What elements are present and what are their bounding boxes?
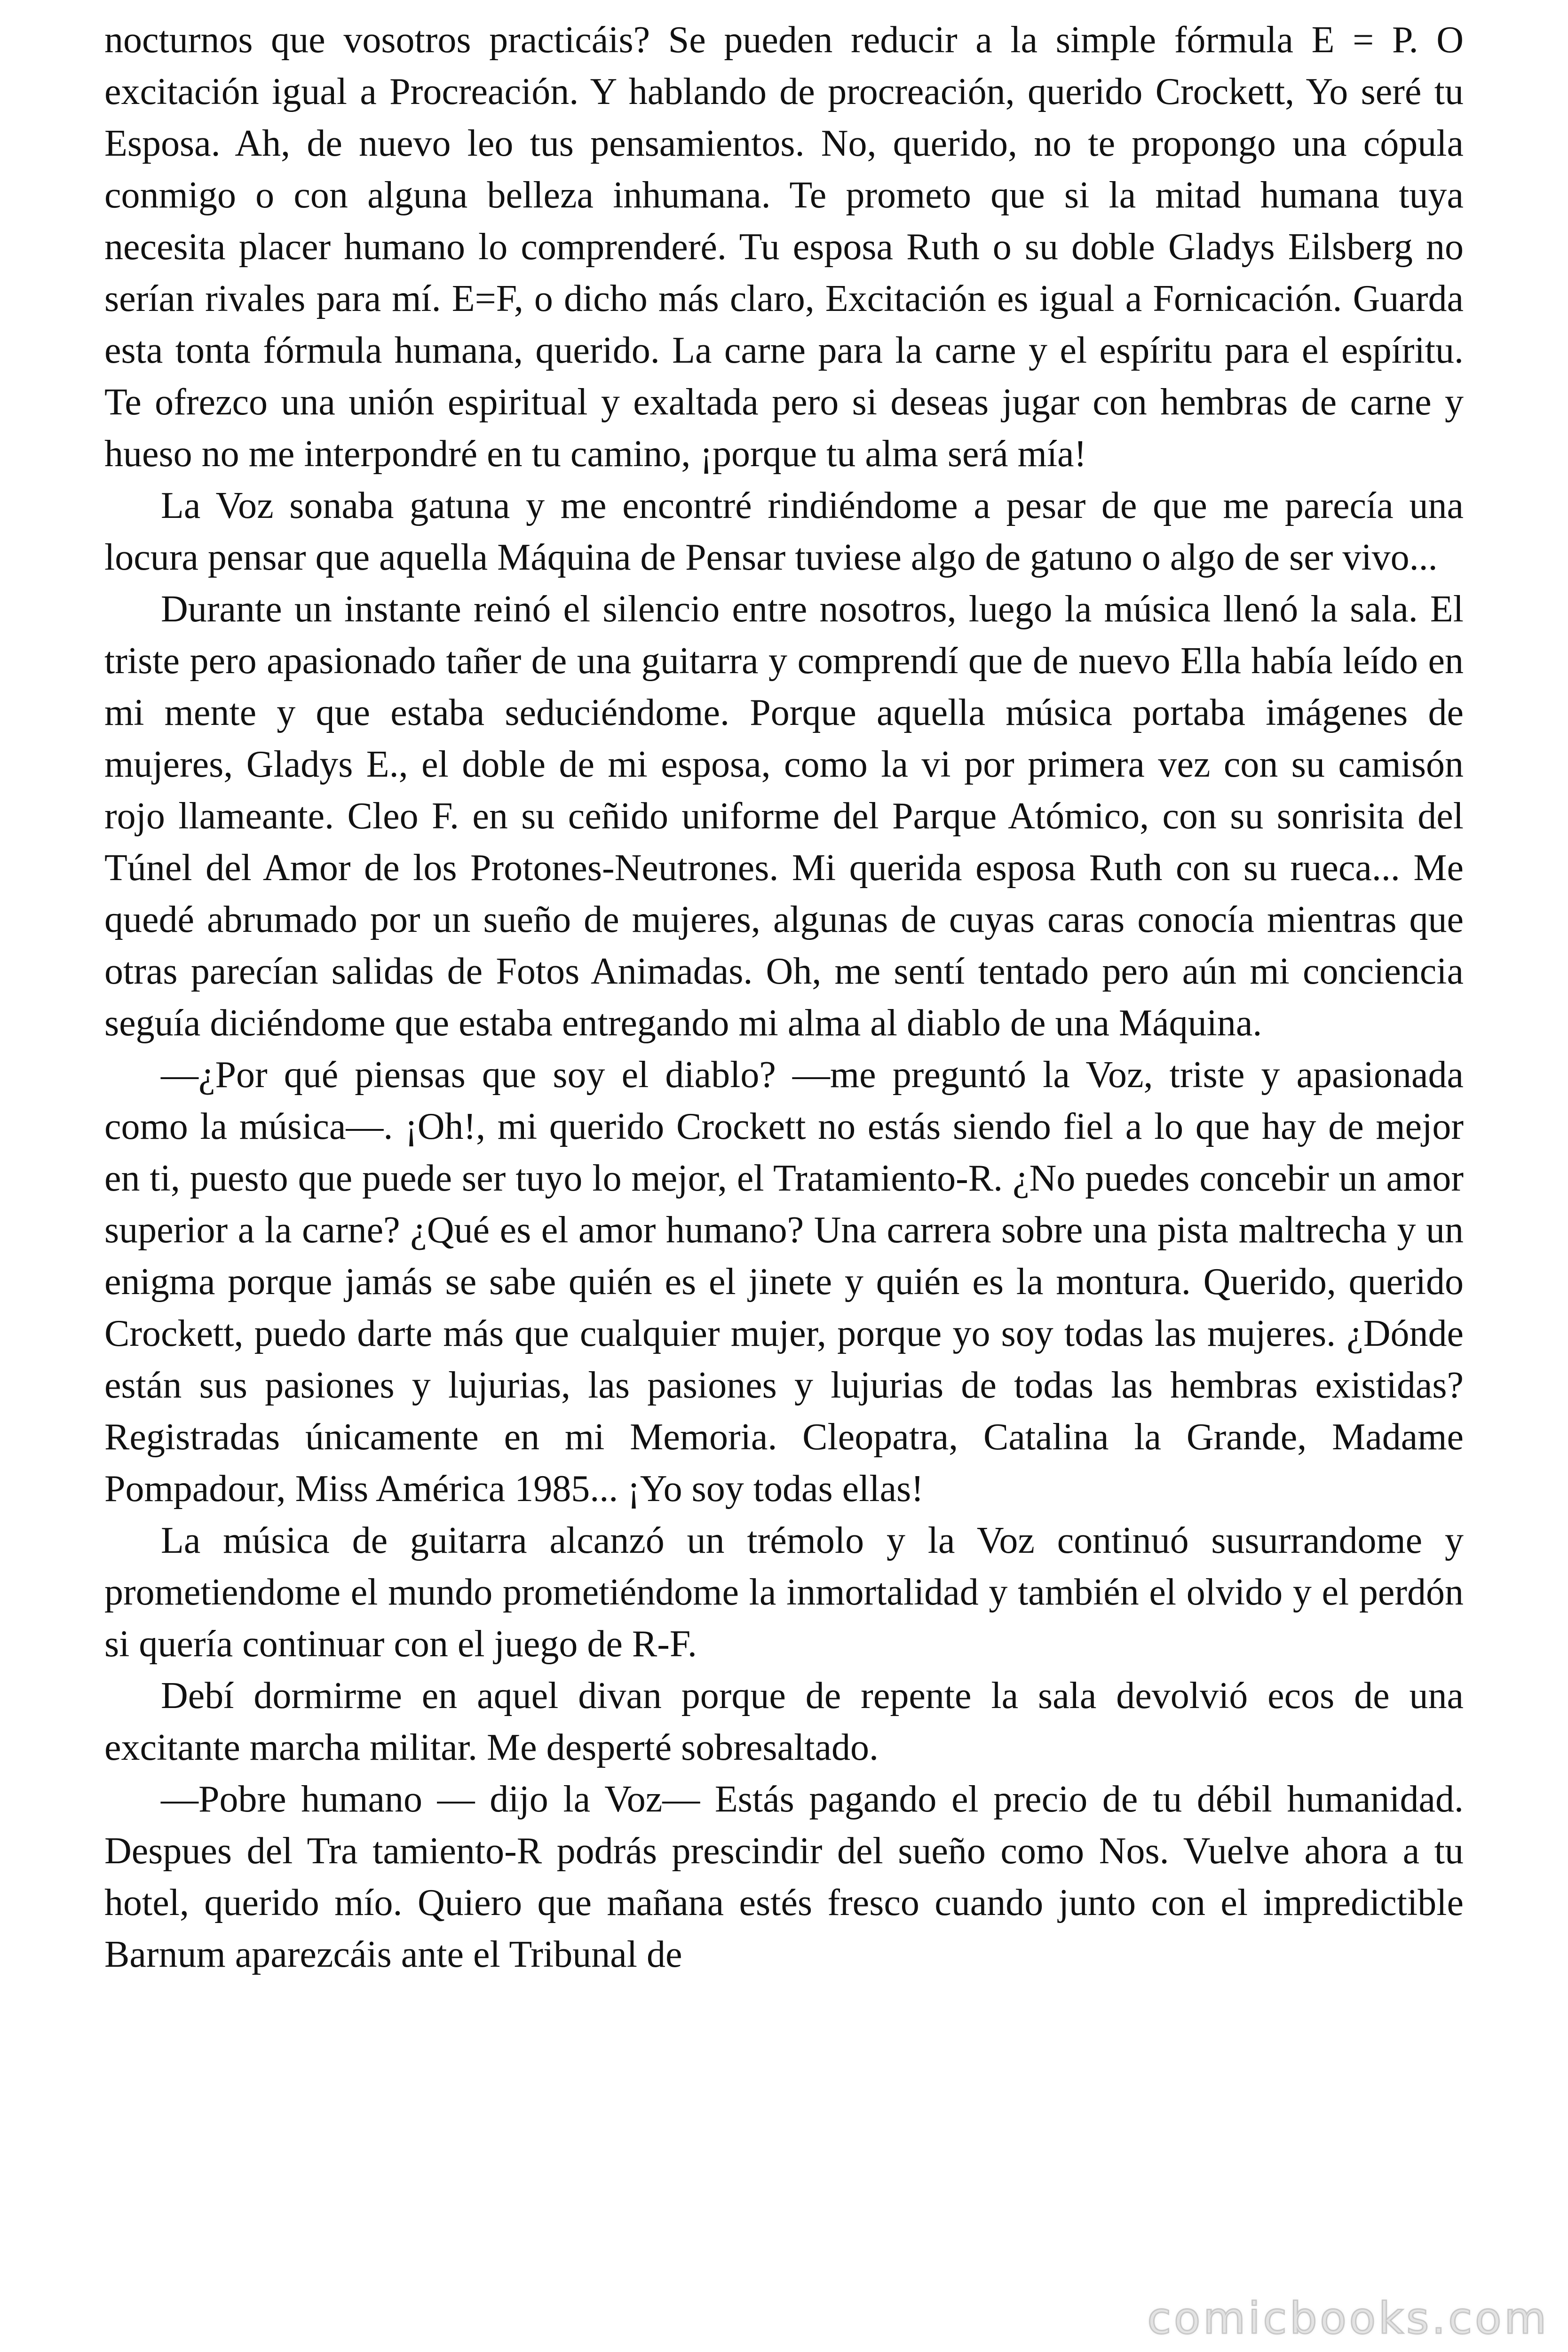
paragraph-1: nocturnos que vosotros practicáis? Se pueden reducir a la simple fórmula E = P. O excitación igual a Procreación. Y hablando de procreación, querido Crockett, Yo seré tu Esposa. Ah, de nuevo leo tus pensamientos. No, querido, no te propongo una cópula conmigo o con alguna belleza inhumana. Te prometo que si la mitad humana tuya necesita placer humano lo comprenderé. Tu esposa Ruth o su doble Gladys Eilsberg no serían rivales para mí. E=F, o dicho más claro, Excitación es igual a Fornicación. Guarda esta tonta fórmula humana, querido. La carne para la carne y el espíritu para el espíritu. Te ofrezco una unión espiritual y exaltada pero si deseas jugar con hembras de carne y hueso no me interpondré en tu camino, ¡porque tu alma será mía! [104, 19, 1464, 475]
paragraph-2: La Voz sonaba gatuna y me encontré rindiéndome a pesar de que me parecía una locura pensar que aquella Máquina de Pensar tuviese algo de gatuno o algo de ser vivo... [104, 485, 1464, 578]
paragraph-4: —¿Por qué piensas que soy el diablo? —me preguntó la Voz, triste y apasionada como la música—. ¡Oh!, mi querido Crockett no estás siendo fiel a lo que hay de mejor en ti, puesto que puede ser tuyo lo mejor, el Tratamiento-R. ¿No puedes concebir un amor superior a la carne? ¿Qué es el amor humano? Una carrera sobre una pista maltrecha y un enigma porque jamás se sabe quién es el jinete y quién es la montura. Querido, querido Crockett, puedo darte más que cualquier mujer, porque yo soy todas las mujeres. ¿Dónde están sus pasiones y lujurias, las pasiones y lujurias de todas las hembras existidas? Registradas únicamente en mi Memoria. Cleopatra, Catalina la Grande, Madame Pompadour, Miss América 1985... ¡Yo soy todas ellas! [104, 1054, 1464, 1510]
paragraph-7: —Pobre humano — dijo la Voz— Estás pagando el precio de tu débil humanidad. Despues del Tra tamiento-R podrás prescindir del sueño como Nos. Vuelve ahora a tu hotel, querido mío. Quiero que mañana estés fresco cuando junto con el impredictible Barnum aparezcáis ante el Tribunal de [104, 1779, 1464, 1975]
paragraph-3: Durante un instante reinó el silencio entre nosotros, luego la música llenó la sala. El triste pero apasionado tañer de una guitarra y comprendí que de nuevo Ella había leído en mi mente y que estaba seduciéndome. Porque aquella música portaba imágenes de mujeres, Gladys E., el doble de mi esposa, como la vi por primera vez con su camisón rojo llameante. Cleo F. en su ceñido uniforme del Parque Atómico, con su sonrisita del Túnel del Amor de los Protones-Neutrones. Mi querida esposa Ruth con su rueca... Me quedé abrumado por un sueño de mujeres, algunas de cuyas caras conocía mientras que otras parecían salidas de Fotos Animadas. Oh, me sentí tentado pero aún mi conciencia seguía diciéndome que estaba entregando mi alma al diablo de una Máquina. [104, 588, 1464, 1044]
watermark: comicbooks.com [1147, 2293, 1549, 2344]
paragraph-5: La música de guitarra alcanzó un trémolo y la Voz continuó susurrandome y prometiendome el mundo prometiéndome la inmortalidad y también el olvido y el perdón si quería continuar con el juego de R-F. [104, 1520, 1464, 1665]
paragraph-6: Debí dormirme en aquel divan porque de repente la sala devolvió ecos de una excitante marcha militar. Me desperté sobresaltado. [104, 1675, 1464, 1768]
body-text [104, 14, 1464, 1980]
